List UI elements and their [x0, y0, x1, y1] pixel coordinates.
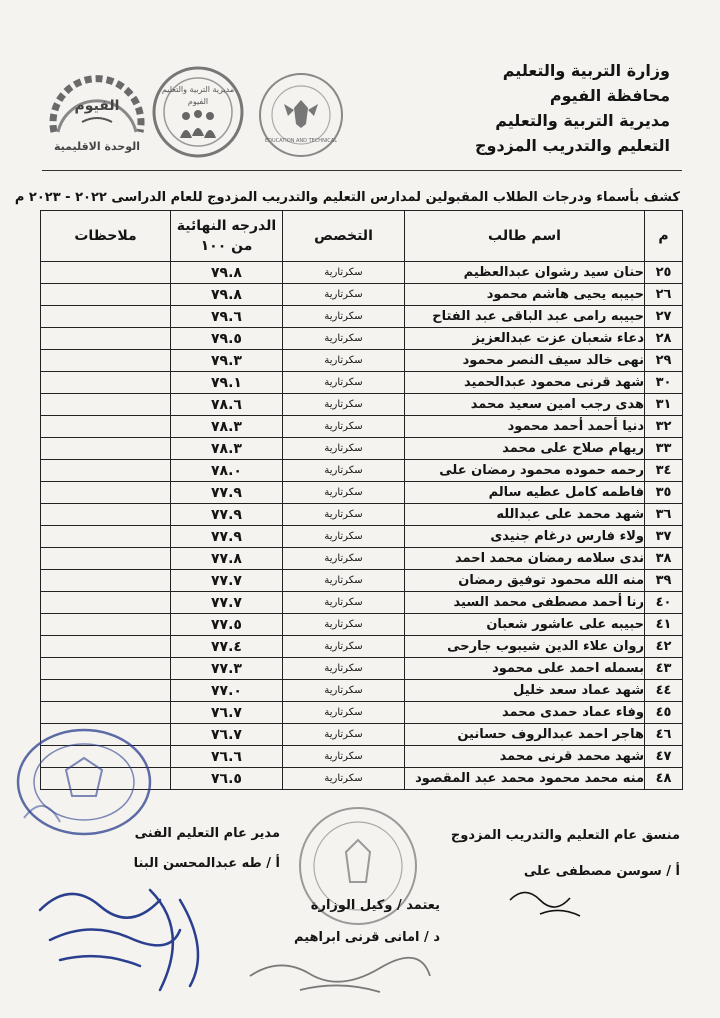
final-grade-cell: ٧٧.٣ — [171, 658, 283, 680]
specialization-cell: سكرتارية — [283, 350, 405, 372]
notes-cell — [41, 306, 171, 328]
notes-cell — [41, 284, 171, 306]
final-grade-cell: ٧٨.٣ — [171, 416, 283, 438]
student-name-cell: منه محمد محمود محمد عبد المقصود — [405, 768, 645, 790]
coordinator-title: منسق عام التعليم والتدريب المزدوج — [450, 828, 680, 843]
final-grade-cell: ٧٧.٩ — [171, 504, 283, 526]
final-grade-cell: ٧٧.٥ — [171, 614, 283, 636]
ministry-seal-logo — [256, 70, 346, 160]
notes-cell — [41, 328, 171, 350]
table-row — [41, 570, 683, 592]
row-number-cell: ٣٦ — [645, 504, 683, 526]
student-name-cell: ريهام صلاح على محمد — [405, 438, 645, 460]
logo-min-text: EDUCATION AND TECHNICAL — [265, 138, 337, 144]
student-name-cell: ندى سلامه رمضان محمد احمد — [405, 548, 645, 570]
final-grade-cell: ٧٧.٤ — [171, 636, 283, 658]
table-row — [41, 702, 683, 724]
table-row — [41, 372, 683, 394]
eagle-emblem-icon — [284, 100, 318, 128]
specialization-cell: سكرتارية — [283, 614, 405, 636]
row-number-cell: ٤٣ — [645, 658, 683, 680]
table-row — [41, 548, 683, 570]
table-row — [41, 658, 683, 680]
approval-title: يعتمد / وكيل الوزارة — [310, 898, 440, 913]
row-number-cell: ٣٢ — [645, 416, 683, 438]
student-name-cell: هدى رجب امين سعيد محمد — [405, 394, 645, 416]
specialization-cell: سكرتارية — [283, 482, 405, 504]
education-directorate-logo — [150, 64, 246, 160]
official-stamp-left — [4, 722, 154, 842]
approval-signature — [240, 946, 440, 1006]
logo-edu-city-text: الفيوم — [187, 97, 209, 106]
table-row — [41, 438, 683, 460]
specialization-cell: سكرتارية — [283, 460, 405, 482]
student-name-cell: وفاء عماد حمدى محمد — [405, 702, 645, 724]
notes-cell — [41, 636, 171, 658]
grade-header-line2: من ١٠٠ — [200, 238, 253, 254]
final-grade-cell: ٧٨.٦ — [171, 394, 283, 416]
specialization-cell: سكرتارية — [283, 724, 405, 746]
notes-cell — [41, 592, 171, 614]
final-grade-cell: ٧٩.٨ — [171, 262, 283, 284]
student-name-cell: فاطمه كامل عطيه سالم — [405, 482, 645, 504]
table-row — [41, 482, 683, 504]
notes-cell — [41, 262, 171, 284]
row-number-cell: ٤٨ — [645, 768, 683, 790]
notes-cell — [41, 482, 171, 504]
specialization-cell: سكرتارية — [283, 680, 405, 702]
row-number-cell: ٢٩ — [645, 350, 683, 372]
notes-cell — [41, 504, 171, 526]
table-row — [41, 262, 683, 284]
notes-cell — [41, 658, 171, 680]
final-grade-cell: ٧٦.٧ — [171, 724, 283, 746]
regional-unit-logo — [42, 60, 152, 160]
final-grade-cell: ٧٨.٣ — [171, 438, 283, 460]
notes-cell — [41, 438, 171, 460]
specialization-cell: سكرتارية — [283, 284, 405, 306]
coordinator-name: أ / سوسن مصطفى على — [523, 864, 680, 879]
specialization-cell: سكرتارية — [283, 636, 405, 658]
table-row — [41, 416, 683, 438]
final-grade-cell: ٧٧.٧ — [171, 592, 283, 614]
specialization-cell: سكرتارية — [283, 328, 405, 350]
final-grade-cell: ٧٩.١ — [171, 372, 283, 394]
grade-header-line1: الدرجه النهائية — [176, 218, 277, 234]
table-row — [41, 394, 683, 416]
student-name-cell: منه الله محمود توفيق رمضان — [405, 570, 645, 592]
notes-cell — [41, 526, 171, 548]
tech-director-name: أ / طه عبدالمحسن البنا — [133, 856, 280, 871]
row-number-cell: ٤٢ — [645, 636, 683, 658]
notes-cell — [41, 416, 171, 438]
row-number-cell: ٤٤ — [645, 680, 683, 702]
final-grade-cell: ٧٦.٦ — [171, 746, 283, 768]
student-name-cell: شهد محمد قرنى محمد — [405, 746, 645, 768]
specialization-cell: سكرتارية — [283, 702, 405, 724]
row-number-cell: ٢٨ — [645, 328, 683, 350]
specialization-cell: سكرتارية — [283, 570, 405, 592]
table-row — [41, 306, 683, 328]
notes-cell — [41, 460, 171, 482]
student-name-cell: نهى خالد سيف النصر محمود — [405, 350, 645, 372]
row-number-cell: ٣٠ — [645, 372, 683, 394]
row-number-cell: ٣٩ — [645, 570, 683, 592]
final-grade-cell: ٧٩.٥ — [171, 328, 283, 350]
notes-cell — [41, 614, 171, 636]
header-divider — [42, 170, 682, 171]
student-name-cell: شهد محمد على عبدالله — [405, 504, 645, 526]
tech-director-title: مدير عام التعليم الفنى — [134, 826, 280, 841]
approval-name: د / امانى قرنى ابراهيم — [294, 930, 440, 945]
specialization-cell: سكرتارية — [283, 592, 405, 614]
student-name-cell: حبيبه على عاشور شعبان — [405, 614, 645, 636]
handwritten-annotation-signature — [30, 870, 230, 1010]
final-grade-cell: ٧٧.٩ — [171, 526, 283, 548]
row-number-cell: ٤٦ — [645, 724, 683, 746]
specialization-cell: سكرتارية — [283, 526, 405, 548]
final-grade-cell: ٧٧.٧ — [171, 570, 283, 592]
table-header-row — [41, 211, 683, 262]
table-row — [41, 526, 683, 548]
student-name-cell: دنيا أحمد أحمد محمود — [405, 416, 645, 438]
specialization-cell: سكرتارية — [283, 416, 405, 438]
row-number-cell: ٢٥ — [645, 262, 683, 284]
table-row — [41, 284, 683, 306]
notes-cell — [41, 680, 171, 702]
final-grade-cell: ٧٧.٩ — [171, 482, 283, 504]
student-name-cell: شهد قرنى محمود عبدالحميد — [405, 372, 645, 394]
student-name-cell: بسمله احمد على محمود — [405, 658, 645, 680]
header-line-department: التعليم والتدريب المزدوج — [474, 136, 670, 155]
row-number-cell: ٢٦ — [645, 284, 683, 306]
final-grade-cell: ٧٦.٥ — [171, 768, 283, 790]
final-grade-cell: ٧٨.٠ — [171, 460, 283, 482]
row-number-cell: ٣٧ — [645, 526, 683, 548]
logo-edu-text: مديرية التربية والتعليم — [161, 85, 235, 94]
student-name-cell: رحمه حموده محمود رمضان على — [405, 460, 645, 482]
student-name-cell: حبيبه يحيى هاشم محمود — [405, 284, 645, 306]
row-number-cell: ٣١ — [645, 394, 683, 416]
specialization-cell: سكرتارية — [283, 746, 405, 768]
specialization-cell: سكرتارية — [283, 306, 405, 328]
column-header-final-grade — [171, 211, 283, 262]
column-header-name: اسم طالب — [405, 211, 645, 262]
row-number-cell: ٣٨ — [645, 548, 683, 570]
header-line-governorate: محافظة الفيوم — [549, 86, 670, 105]
column-header-number: م — [645, 211, 683, 262]
specialization-cell: سكرتارية — [283, 658, 405, 680]
logo-unit-city-text: الفيوم — [74, 98, 120, 114]
student-name-cell: رنا أحمد مصطفى محمد السيد — [405, 592, 645, 614]
specialization-cell: سكرتارية — [283, 438, 405, 460]
table-row — [41, 350, 683, 372]
specialization-cell: سكرتارية — [283, 372, 405, 394]
table-row — [41, 592, 683, 614]
row-number-cell: ٣٣ — [645, 438, 683, 460]
document-title: كشف بأسماء ودرجات الطلاب المقبولين لمدارس التعليم والتدريب المزدوج للعام الدراسى ٢٠٢٢ - ٢٠٢٣ م — [14, 190, 680, 205]
people-figures-icon — [180, 110, 216, 138]
header-line-ministry: وزارة التربية والتعليم — [502, 61, 670, 80]
table-row — [41, 460, 683, 482]
header-line-directorate: مديرية التربية والتعليم — [495, 111, 670, 130]
student-name-cell: دعاء شعبان عزت عبدالعزيز — [405, 328, 645, 350]
student-name-cell: روان علاء الدين شيبوب جارحى — [405, 636, 645, 658]
final-grade-cell: ٧٩.٨ — [171, 284, 283, 306]
coordinator-signature — [500, 880, 600, 930]
notes-cell — [41, 350, 171, 372]
specialization-cell: سكرتارية — [283, 394, 405, 416]
row-number-cell: ٤٥ — [645, 702, 683, 724]
table-body — [41, 262, 683, 790]
specialization-cell: سكرتارية — [283, 262, 405, 284]
specialization-cell: سكرتارية — [283, 504, 405, 526]
notes-cell — [41, 372, 171, 394]
row-number-cell: ٤١ — [645, 614, 683, 636]
table-row — [41, 504, 683, 526]
students-table — [40, 210, 683, 790]
student-name-cell: ولاء فارس درغام جنيدى — [405, 526, 645, 548]
ministry-header — [475, 58, 670, 158]
specialization-cell: سكرتارية — [283, 548, 405, 570]
specialization-cell: سكرتارية — [283, 768, 405, 790]
final-grade-cell: ٧٩.٦ — [171, 306, 283, 328]
row-number-cell: ٣٥ — [645, 482, 683, 504]
logos-row — [42, 52, 382, 162]
table-row — [41, 680, 683, 702]
table-row — [41, 636, 683, 658]
student-name-cell: حبيبه رامى عبد الباقى عبد الفتاح — [405, 306, 645, 328]
notes-cell — [41, 570, 171, 592]
student-name-cell: حنان سيد رشوان عبدالعظيم — [405, 262, 645, 284]
notes-cell — [41, 394, 171, 416]
final-grade-cell: ٧٦.٧ — [171, 702, 283, 724]
row-number-cell: ٣٤ — [645, 460, 683, 482]
final-grade-cell: ٧٧.٠ — [171, 680, 283, 702]
table-row — [41, 614, 683, 636]
row-number-cell: ٤٠ — [645, 592, 683, 614]
row-number-cell: ٤٧ — [645, 746, 683, 768]
logo-unit-name-text: الوحدة الاقليمية — [53, 140, 141, 153]
final-grade-cell: ٧٩.٣ — [171, 350, 283, 372]
final-grade-cell: ٧٧.٨ — [171, 548, 283, 570]
student-name-cell: شهد عماد سعد خليل — [405, 680, 645, 702]
column-header-notes: ملاحظات — [41, 211, 171, 262]
column-header-specialization: التخصص — [283, 211, 405, 262]
student-name-cell: هاجر احمد عبدالروف حسانين — [405, 724, 645, 746]
notes-cell — [41, 702, 171, 724]
notes-cell — [41, 548, 171, 570]
table-row — [41, 328, 683, 350]
row-number-cell: ٢٧ — [645, 306, 683, 328]
